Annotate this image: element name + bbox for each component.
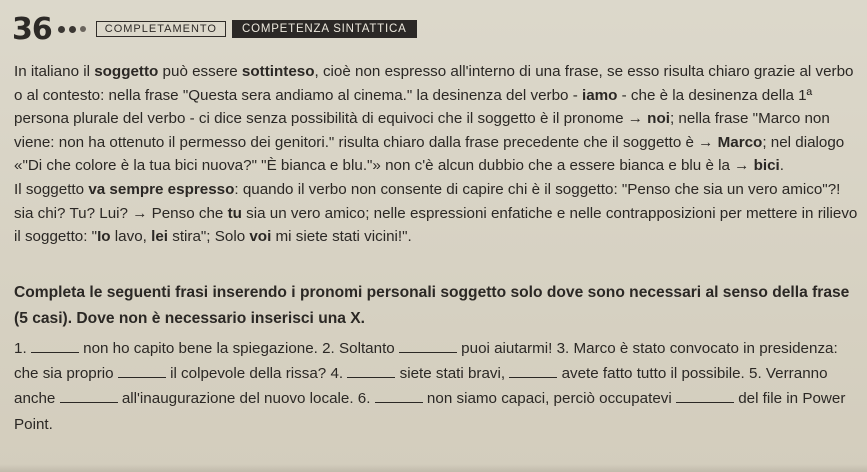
explanation-text (14, 60, 859, 249)
page-shadow (0, 464, 867, 472)
answer-blank-4b[interactable] (509, 362, 557, 378)
exercise-instruction: Completa le seguenti frasi inserendo i pronomi personali soggetto solo dove sono necessari al senso della frase (5 casi). Dove non è necessario inserisci una X. (14, 284, 850, 327)
answer-blank-6a[interactable] (375, 387, 423, 403)
exercise-number: 36 (12, 11, 52, 47)
difficulty-dots-icon (58, 26, 86, 33)
answer-blank-6b[interactable] (676, 387, 734, 403)
answer-blank-2[interactable] (399, 337, 457, 353)
answer-blank-4a[interactable] (347, 362, 395, 378)
exercise-sentences: 1. non ho capito bene la spiegazione. 2. Soltanto puoi aiutarmi! 3. Marco è stato convocato in presidenza: che sia proprio il colpevole della rissa? 4. siete stati bravi, avete fatto tutto il possibile. 5. Verranno anche all'inaugurazione del nuovo locale. 6. non siamo capaci, perciò occupatevi del file in Power Point. (14, 336, 859, 437)
answer-blank-1[interactable] (31, 337, 79, 353)
answer-blank-5[interactable] (60, 387, 118, 403)
difficulty-dot-icon (58, 26, 65, 33)
difficulty-dot-icon (80, 26, 86, 32)
explanation-paragraph-2: Il soggetto va sempre espresso: quando il verbo non consente di capire chi è il soggetto: "Penso che sia un vero amico"?! sia chi? Tu? Lui? → Penso che tu sia un vero amico; nelle espressioni enfatiche e nelle contrapposizioni per mettere in rilievo il soggetto: "Io lavo, lei stira"; Solo voi mi siete stati vicini!". (14, 180, 858, 246)
answer-blank-3[interactable] (118, 362, 166, 378)
difficulty-dot-icon (69, 26, 76, 33)
competence-tag: COMPETENZA SINTATTICA (232, 20, 417, 38)
exercise-type-tag: COMPLETAMENTO (96, 21, 226, 37)
explanation-paragraph-1: In italiano il soggetto può essere sottinteso, cioè non espresso all'interno di una frase, se esso risulta chiaro grazie al verbo o al contesto: nella frase "Questa sera andiamo al cinema." la desinenza del verbo - iamo - che è la desinenza della 1ª persona plurale del verbo - ci dice senza possibilità di equivoci che il soggetto è il pronome → noi; nella frase "Marco non viene: non ha ottenuto il permesso dei genitori." risulta chiaro dalla frase precedente che il soggetto è → Marco; nel dialogo «"Di che colore è la tua bici nuova?" "È bianca e blu."» non c'è alcun dubbio che a essere bianca e blu è la → bici. (14, 63, 854, 175)
exercise-header (12, 12, 417, 46)
